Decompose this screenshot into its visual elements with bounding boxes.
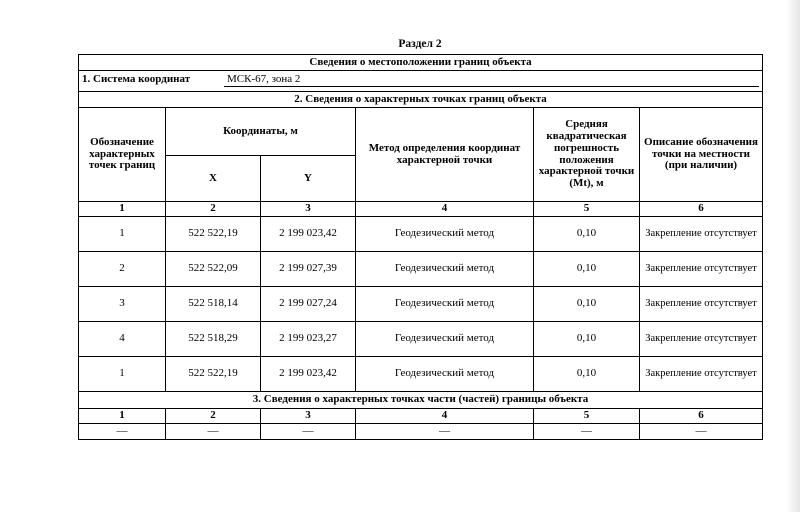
point-y: 2 199 023,42: [261, 217, 356, 252]
point-method: Геодезический метод: [356, 217, 534, 252]
point-description: Закрепление отсутствует: [640, 252, 763, 287]
column-number: 5: [534, 409, 640, 424]
table-row: [79, 287, 763, 322]
empty-cell: —: [166, 424, 261, 440]
point-description: Закрепление отсутствует: [640, 322, 763, 357]
column-number: 6: [640, 409, 763, 424]
boundary-table: [78, 54, 763, 440]
col-coordinates-header: Координаты, м: [166, 108, 356, 156]
column-number: 6: [640, 202, 763, 217]
point-id: 2: [79, 252, 166, 287]
point-x: 522 522,09: [166, 252, 261, 287]
col-description-header: Описание обозначения точки на местности (при наличии): [640, 108, 763, 202]
column-number: 2: [166, 409, 261, 424]
location-header: Сведения о местоположении границ объекта: [79, 55, 763, 71]
point-accuracy: 0,10: [534, 217, 640, 252]
column-number: 4: [356, 409, 534, 424]
point-method: Геодезический метод: [356, 322, 534, 357]
col-accuracy-header: Средняя квадратическая погрешность положения характерной точки (Mt), м: [534, 108, 640, 202]
table-row: [79, 252, 763, 287]
point-id: 4: [79, 322, 166, 357]
point-description: Закрепление отсутствует: [640, 287, 763, 322]
column-number: 3: [261, 202, 356, 217]
page-edge-shadow: [786, 0, 800, 512]
section-title: Раздел 2: [398, 38, 442, 50]
coord-system-value: МСК-67, зона 2: [227, 73, 301, 85]
table-row: [79, 357, 763, 392]
point-accuracy: 0,10: [534, 252, 640, 287]
point-y: 2 199 023,27: [261, 322, 356, 357]
point-description: Закрепление отсутствует: [640, 357, 763, 392]
table-row: [79, 322, 763, 357]
col-y-header: Y: [261, 156, 356, 202]
point-x: 522 522,19: [166, 357, 261, 392]
empty-cell: —: [640, 424, 763, 440]
coord-system-underline: [224, 86, 759, 87]
col-designation-header: Обозначение характерных точек границ: [79, 108, 166, 202]
point-x: 522 522,19: [166, 217, 261, 252]
point-id: 3: [79, 287, 166, 322]
section2-title: 2. Сведения о характерных точках границ объекта: [79, 92, 763, 108]
table-row: [79, 424, 763, 440]
column-number: 1: [79, 202, 166, 217]
point-accuracy: 0,10: [534, 322, 640, 357]
section3-title: 3. Сведения о характерных точках части (частей) границы объекта: [79, 392, 763, 409]
column-number: 3: [261, 409, 356, 424]
empty-cell: —: [534, 424, 640, 440]
column-number: 4: [356, 202, 534, 217]
point-x: 522 518,14: [166, 287, 261, 322]
column-number: 2: [166, 202, 261, 217]
col-x-header: X: [166, 156, 261, 202]
coord-system-label: 1. Система координат: [82, 73, 191, 85]
point-x: 522 518,29: [166, 322, 261, 357]
point-method: Геодезический метод: [356, 357, 534, 392]
col-method-header: Метод определения координат характерной точки: [356, 108, 534, 202]
point-description: Закрепление отсутствует: [640, 217, 763, 252]
point-y: 2 199 027,39: [261, 252, 356, 287]
column-number: 5: [534, 202, 640, 217]
point-y: 2 199 027,24: [261, 287, 356, 322]
point-method: Геодезический метод: [356, 252, 534, 287]
empty-cell: —: [356, 424, 534, 440]
empty-cell: —: [261, 424, 356, 440]
point-id: 1: [79, 217, 166, 252]
table-row: [79, 217, 763, 252]
column-number: 1: [79, 409, 166, 424]
coord-system-row: [79, 71, 763, 92]
point-y: 2 199 023,42: [261, 357, 356, 392]
point-accuracy: 0,10: [534, 287, 640, 322]
point-accuracy: 0,10: [534, 357, 640, 392]
empty-cell: —: [79, 424, 166, 440]
point-id: 1: [79, 357, 166, 392]
point-method: Геодезический метод: [356, 287, 534, 322]
